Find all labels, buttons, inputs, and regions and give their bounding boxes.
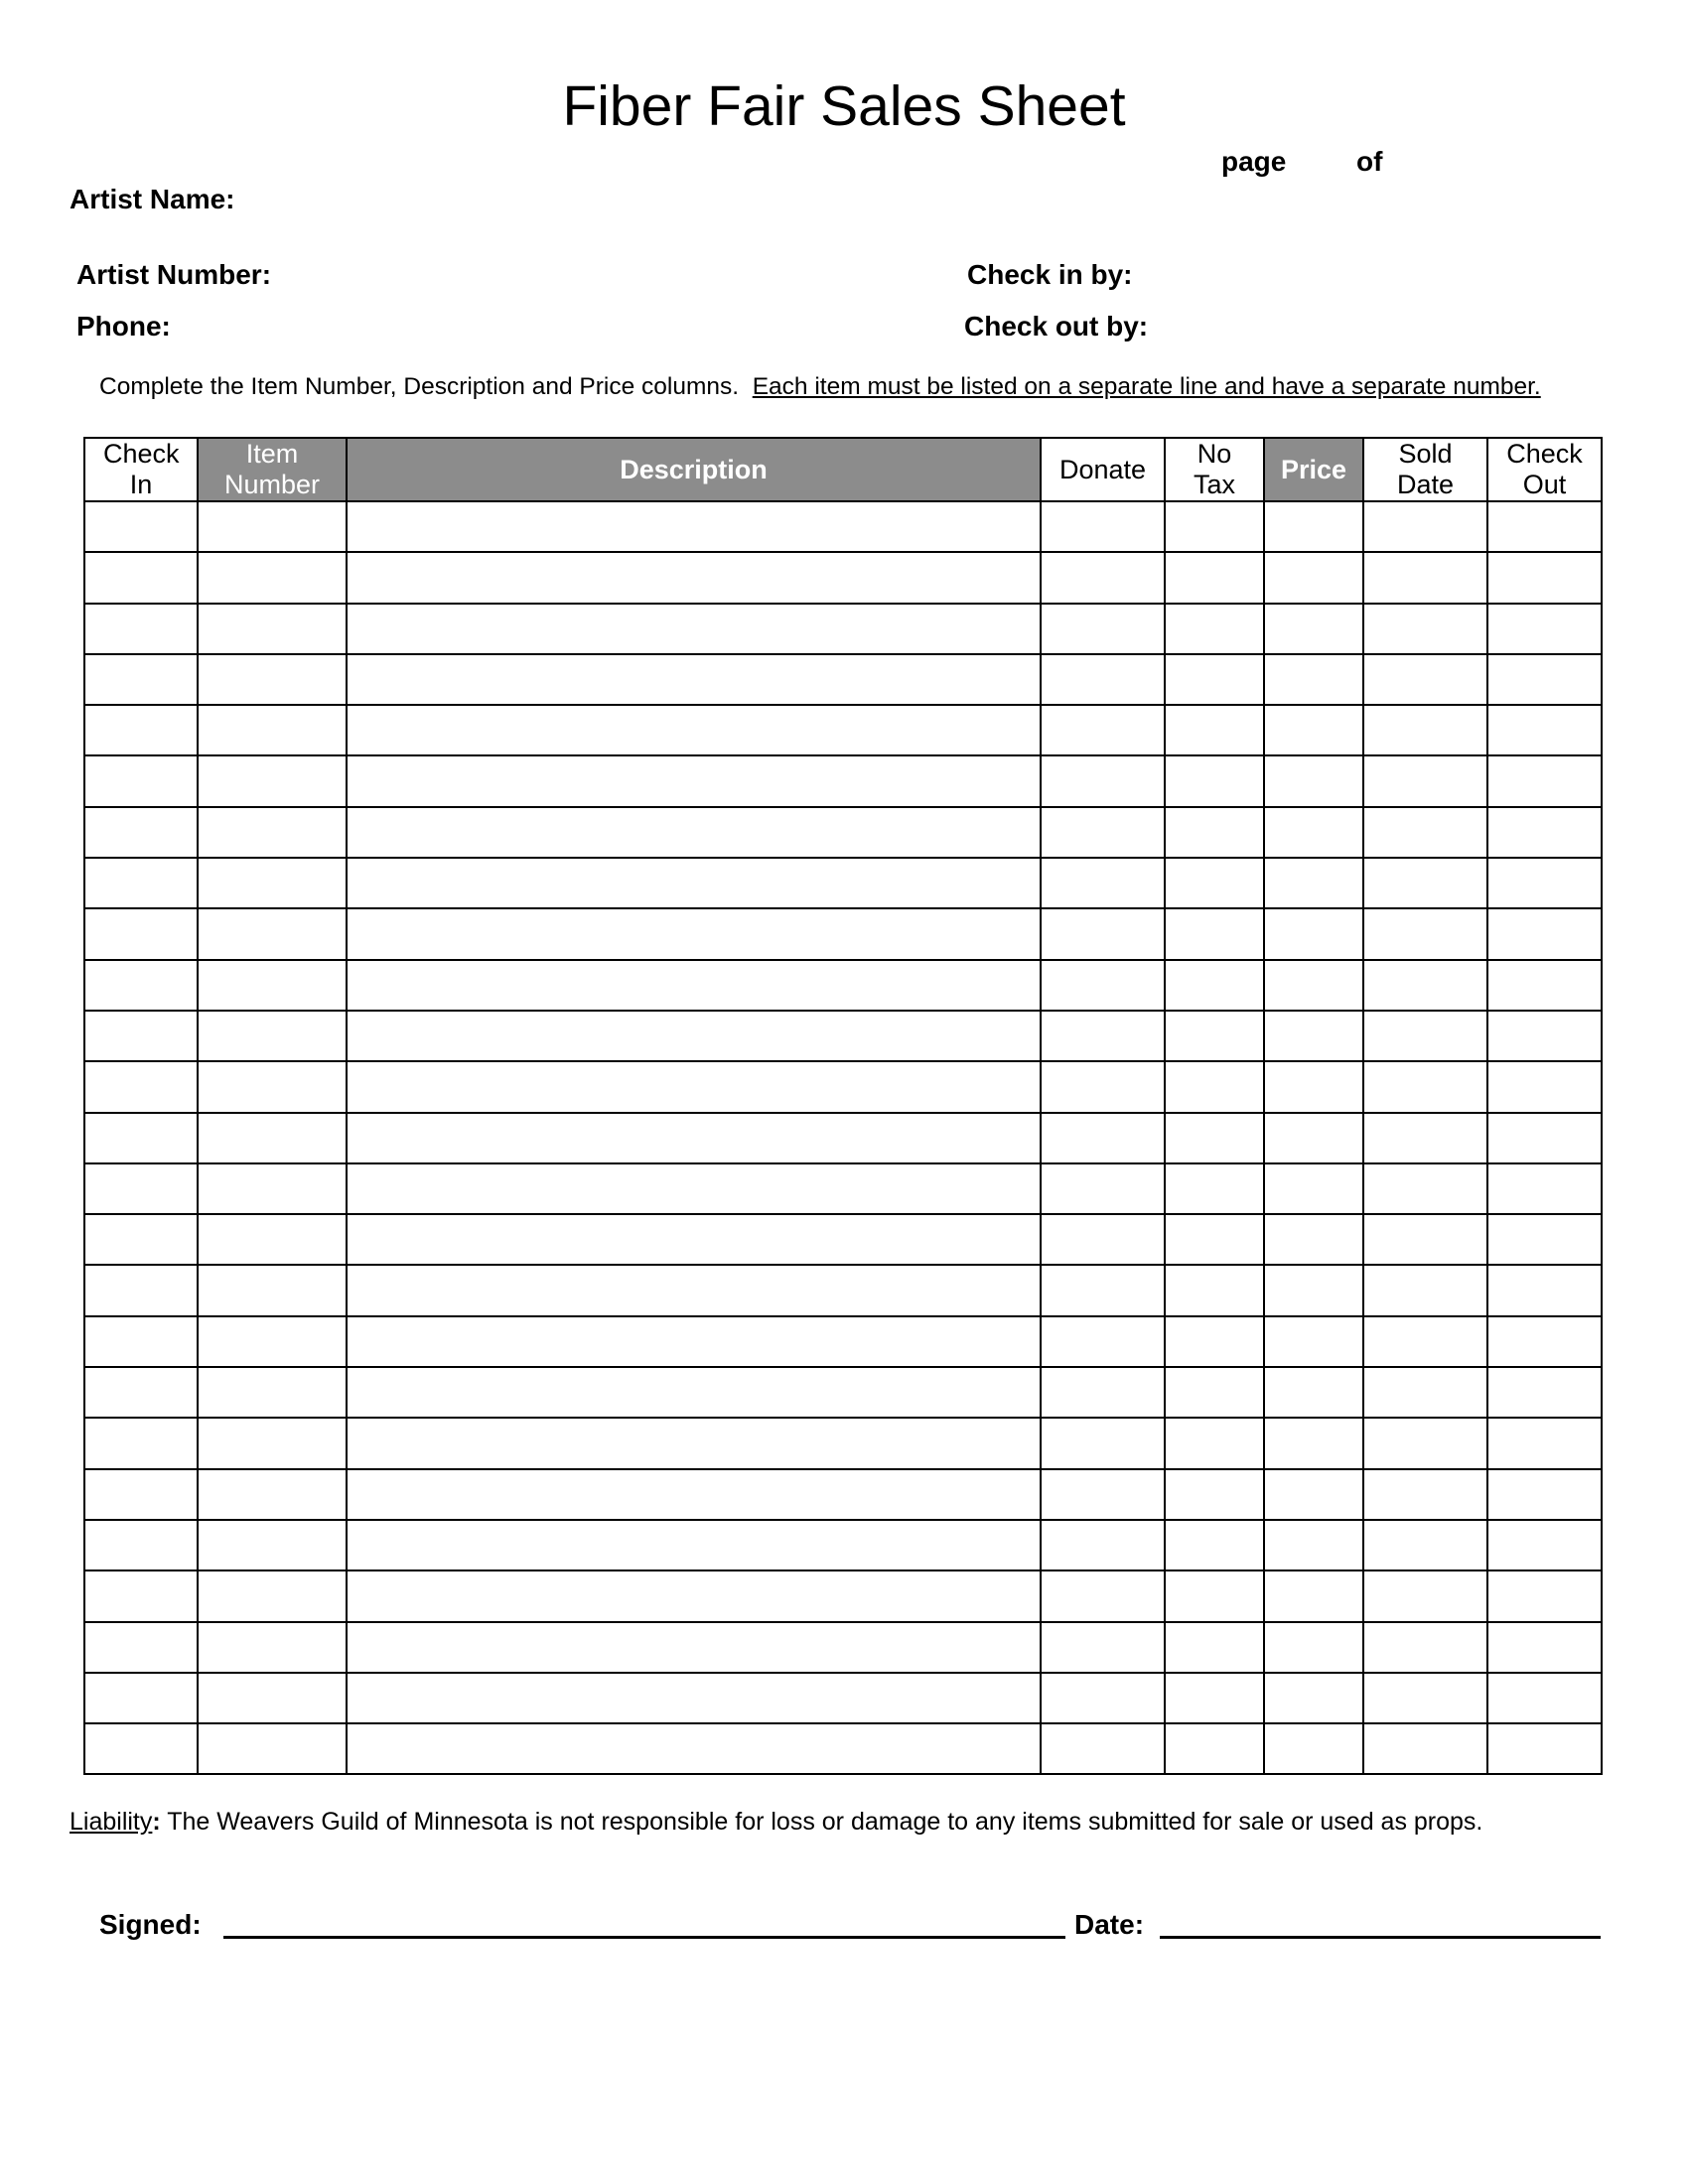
table-row bbox=[84, 654, 1602, 705]
table-cell[interactable] bbox=[1363, 552, 1487, 603]
table-row bbox=[84, 1622, 1602, 1673]
table-cell[interactable] bbox=[1363, 1113, 1487, 1163]
table-cell[interactable] bbox=[198, 1214, 347, 1265]
table-row bbox=[84, 501, 1602, 552]
table-cell[interactable] bbox=[198, 908, 347, 959]
of-label: of bbox=[1356, 146, 1383, 177]
table-cell[interactable] bbox=[347, 1520, 1041, 1570]
table-cell[interactable] bbox=[84, 1113, 198, 1163]
table-cell[interactable] bbox=[1487, 1673, 1602, 1723]
table-cell[interactable] bbox=[1264, 807, 1363, 858]
table-cell[interactable] bbox=[1041, 1265, 1165, 1315]
table-cell[interactable] bbox=[347, 705, 1041, 755]
table-cell[interactable] bbox=[1165, 1570, 1264, 1621]
table-cell[interactable] bbox=[84, 604, 198, 654]
table-cell[interactable] bbox=[1363, 604, 1487, 654]
table-cell[interactable] bbox=[1041, 1163, 1165, 1214]
table-cell[interactable] bbox=[1041, 552, 1165, 603]
table-cell[interactable] bbox=[1041, 960, 1165, 1011]
liability-text: The Weavers Guild of Minnesota is not responsible for loss or damage to any items submitted for sale or used as props. bbox=[160, 1808, 1483, 1836]
table-cell[interactable] bbox=[198, 1520, 347, 1570]
table-cell[interactable] bbox=[1487, 1113, 1602, 1163]
table-cell[interactable] bbox=[198, 1622, 347, 1673]
liability-label: Liability bbox=[70, 1808, 153, 1836]
table-cell[interactable] bbox=[1041, 1570, 1165, 1621]
table-cell[interactable] bbox=[1264, 604, 1363, 654]
table-cell[interactable] bbox=[1363, 755, 1487, 806]
liability-colon: : bbox=[152, 1808, 161, 1836]
table-cell[interactable] bbox=[84, 1673, 198, 1723]
table-cell[interactable] bbox=[1264, 552, 1363, 603]
check-in-by-label: Check in by: bbox=[967, 259, 1133, 290]
table-cell[interactable] bbox=[1487, 1163, 1602, 1214]
table-cell[interactable] bbox=[1165, 1418, 1264, 1468]
table-row bbox=[84, 908, 1602, 959]
table-cell[interactable] bbox=[198, 1723, 347, 1774]
table-cell[interactable] bbox=[1264, 501, 1363, 552]
artist-name-label: Artist Name: bbox=[70, 184, 235, 214]
table-cell[interactable] bbox=[1041, 1061, 1165, 1112]
table-cell[interactable] bbox=[347, 1418, 1041, 1468]
table-cell[interactable] bbox=[1041, 604, 1165, 654]
table-cell[interactable] bbox=[198, 755, 347, 806]
table-cell[interactable] bbox=[84, 705, 198, 755]
table-cell[interactable] bbox=[1041, 1520, 1165, 1570]
table-cell[interactable] bbox=[1363, 1316, 1487, 1367]
page-label: page bbox=[1221, 146, 1287, 177]
table-cell[interactable] bbox=[1165, 552, 1264, 603]
page-title: Fiber Fair Sales Sheet bbox=[562, 74, 1126, 138]
table-cell[interactable] bbox=[1363, 501, 1487, 552]
table-cell[interactable] bbox=[198, 960, 347, 1011]
table-cell[interactable] bbox=[198, 1265, 347, 1315]
table-cell[interactable] bbox=[347, 1316, 1041, 1367]
table-cell[interactable] bbox=[84, 1367, 198, 1418]
table-cell[interactable] bbox=[347, 1163, 1041, 1214]
table-cell[interactable] bbox=[198, 1418, 347, 1468]
table-cell[interactable] bbox=[347, 1723, 1041, 1774]
table-cell[interactable] bbox=[1041, 1673, 1165, 1723]
table-cell[interactable] bbox=[1363, 1418, 1487, 1468]
instructions-plain: Complete the Item Number, Description and Price columns. bbox=[99, 373, 740, 400]
table-cell[interactable] bbox=[1363, 1723, 1487, 1774]
table-row bbox=[84, 1673, 1602, 1723]
table-cell[interactable] bbox=[84, 552, 198, 603]
table-cell[interactable] bbox=[1363, 1622, 1487, 1673]
table-cell[interactable] bbox=[1165, 654, 1264, 705]
table-cell[interactable] bbox=[198, 1011, 347, 1061]
table-cell[interactable] bbox=[347, 552, 1041, 603]
table-cell[interactable] bbox=[1041, 908, 1165, 959]
date-label: Date: bbox=[1074, 1909, 1145, 1940]
table-cell[interactable] bbox=[1487, 858, 1602, 908]
table-cell[interactable] bbox=[84, 1011, 198, 1061]
table-cell[interactable] bbox=[84, 1214, 198, 1265]
table-cell[interactable] bbox=[347, 1570, 1041, 1621]
table-cell[interactable] bbox=[1487, 1061, 1602, 1112]
table-row bbox=[84, 705, 1602, 755]
table-cell[interactable] bbox=[198, 1570, 347, 1621]
table-cell[interactable] bbox=[347, 858, 1041, 908]
col-header-sold-date: Sold Date bbox=[1363, 438, 1487, 501]
table-cell[interactable] bbox=[84, 1418, 198, 1468]
table-cell[interactable] bbox=[1264, 1570, 1363, 1621]
table-row bbox=[84, 1570, 1602, 1621]
table-row bbox=[84, 1469, 1602, 1520]
table-row bbox=[84, 1061, 1602, 1112]
table-row bbox=[84, 604, 1602, 654]
table-row bbox=[84, 807, 1602, 858]
table-cell[interactable] bbox=[1264, 1011, 1363, 1061]
table-cell[interactable] bbox=[1165, 501, 1264, 552]
table-cell[interactable] bbox=[1363, 1011, 1487, 1061]
table-cell[interactable] bbox=[84, 908, 198, 959]
table-cell[interactable] bbox=[1487, 1011, 1602, 1061]
table-cell[interactable] bbox=[1264, 1622, 1363, 1673]
table-cell[interactable] bbox=[1363, 1520, 1487, 1570]
table-cell[interactable] bbox=[84, 1570, 198, 1621]
table-cell[interactable] bbox=[1363, 1673, 1487, 1723]
table-cell[interactable] bbox=[1264, 1469, 1363, 1520]
table-cell[interactable] bbox=[1041, 755, 1165, 806]
table-cell[interactable] bbox=[1363, 807, 1487, 858]
table-cell[interactable] bbox=[1487, 654, 1602, 705]
liability-notice bbox=[70, 1807, 1482, 1837]
table-row bbox=[84, 1214, 1602, 1265]
table-cell[interactable] bbox=[1165, 1011, 1264, 1061]
table-cell[interactable] bbox=[1264, 1214, 1363, 1265]
table-cell[interactable] bbox=[198, 807, 347, 858]
table-cell[interactable] bbox=[1165, 1061, 1264, 1112]
table-cell[interactable] bbox=[1363, 858, 1487, 908]
table-cell[interactable] bbox=[1487, 908, 1602, 959]
table-cell[interactable] bbox=[1487, 552, 1602, 603]
table-cell[interactable] bbox=[1487, 1520, 1602, 1570]
table-cell[interactable] bbox=[1264, 908, 1363, 959]
table-cell[interactable] bbox=[347, 1367, 1041, 1418]
table-cell[interactable] bbox=[1264, 1723, 1363, 1774]
table-cell[interactable] bbox=[1487, 807, 1602, 858]
table-cell[interactable] bbox=[1165, 1673, 1264, 1723]
table-row bbox=[84, 1367, 1602, 1418]
col-header-donate: Donate bbox=[1041, 438, 1165, 501]
table-cell[interactable] bbox=[1363, 1061, 1487, 1112]
table-header-row bbox=[84, 438, 1602, 501]
table-cell[interactable] bbox=[347, 1061, 1041, 1112]
table-cell[interactable] bbox=[1041, 1622, 1165, 1673]
table-cell[interactable] bbox=[1363, 1570, 1487, 1621]
table-cell[interactable] bbox=[1487, 1469, 1602, 1520]
table-cell[interactable] bbox=[1041, 1469, 1165, 1520]
table-cell[interactable] bbox=[1041, 858, 1165, 908]
col-header-price: Price bbox=[1264, 438, 1363, 501]
sales-table bbox=[83, 437, 1603, 1775]
table-row bbox=[84, 1163, 1602, 1214]
table-cell[interactable] bbox=[84, 960, 198, 1011]
table-cell[interactable] bbox=[1487, 501, 1602, 552]
table-cell[interactable] bbox=[1264, 1163, 1363, 1214]
table-row bbox=[84, 1113, 1602, 1163]
table-cell[interactable] bbox=[198, 654, 347, 705]
table-cell[interactable] bbox=[1487, 1570, 1602, 1621]
table-cell[interactable] bbox=[1041, 807, 1165, 858]
table-cell[interactable] bbox=[1264, 654, 1363, 705]
table-cell[interactable] bbox=[1165, 1723, 1264, 1774]
signed-label: Signed: bbox=[99, 1909, 202, 1940]
table-cell[interactable] bbox=[1487, 1622, 1602, 1673]
table-cell[interactable] bbox=[198, 1113, 347, 1163]
table-cell[interactable] bbox=[1264, 1316, 1363, 1367]
col-header-no-tax: No Tax bbox=[1165, 438, 1264, 501]
table-cell[interactable] bbox=[1165, 705, 1264, 755]
table-cell[interactable] bbox=[1041, 1011, 1165, 1061]
table-cell[interactable] bbox=[1363, 1265, 1487, 1315]
table-cell[interactable] bbox=[198, 858, 347, 908]
table-cell[interactable] bbox=[1165, 1316, 1264, 1367]
table-cell[interactable] bbox=[347, 755, 1041, 806]
col-header-description: Description bbox=[347, 438, 1041, 501]
table-cell[interactable] bbox=[347, 1622, 1041, 1673]
table-row bbox=[84, 858, 1602, 908]
table-cell[interactable] bbox=[198, 1163, 347, 1214]
table-cell[interactable] bbox=[84, 1469, 198, 1520]
table-cell[interactable] bbox=[1165, 807, 1264, 858]
table-cell[interactable] bbox=[1363, 654, 1487, 705]
table-cell[interactable] bbox=[1363, 705, 1487, 755]
table-cell[interactable] bbox=[1165, 1113, 1264, 1163]
table-cell[interactable] bbox=[1487, 1418, 1602, 1468]
table-cell[interactable] bbox=[1041, 1418, 1165, 1468]
table-cell[interactable] bbox=[347, 960, 1041, 1011]
table-cell[interactable] bbox=[198, 1316, 347, 1367]
table-body bbox=[84, 501, 1602, 1774]
table-cell[interactable] bbox=[347, 1265, 1041, 1315]
table-cell[interactable] bbox=[84, 501, 198, 552]
table-row bbox=[84, 1520, 1602, 1570]
table-cell[interactable] bbox=[84, 1316, 198, 1367]
table-cell[interactable] bbox=[1487, 705, 1602, 755]
table-cell[interactable] bbox=[1165, 1214, 1264, 1265]
table-cell[interactable] bbox=[347, 1011, 1041, 1061]
table-row bbox=[84, 1418, 1602, 1468]
table-cell[interactable] bbox=[1264, 1265, 1363, 1315]
table-cell[interactable] bbox=[198, 604, 347, 654]
table-cell[interactable] bbox=[1487, 755, 1602, 806]
table-cell[interactable] bbox=[1165, 755, 1264, 806]
phone-label: Phone: bbox=[76, 311, 171, 341]
table-cell[interactable] bbox=[1165, 1367, 1264, 1418]
table-cell[interactable] bbox=[1487, 960, 1602, 1011]
table-row bbox=[84, 1723, 1602, 1774]
col-header-check-out: Check Out bbox=[1487, 438, 1602, 501]
table-cell[interactable] bbox=[347, 807, 1041, 858]
table-cell[interactable] bbox=[84, 807, 198, 858]
table-cell[interactable] bbox=[347, 1469, 1041, 1520]
table-cell[interactable] bbox=[1165, 858, 1264, 908]
table-cell[interactable] bbox=[1487, 1214, 1602, 1265]
table-cell[interactable] bbox=[1264, 755, 1363, 806]
table-cell[interactable] bbox=[1264, 858, 1363, 908]
table-cell[interactable] bbox=[1165, 1163, 1264, 1214]
table-cell[interactable] bbox=[1264, 1418, 1363, 1468]
table-cell[interactable] bbox=[1487, 1265, 1602, 1315]
table-cell[interactable] bbox=[1363, 1163, 1487, 1214]
table-cell[interactable] bbox=[1264, 1520, 1363, 1570]
table-cell[interactable] bbox=[1165, 908, 1264, 959]
table-cell[interactable] bbox=[347, 604, 1041, 654]
table-cell[interactable] bbox=[198, 1061, 347, 1112]
date-line[interactable] bbox=[1160, 1936, 1601, 1939]
signature-line[interactable] bbox=[223, 1936, 1065, 1939]
table-cell[interactable] bbox=[1041, 1316, 1165, 1367]
table-cell[interactable] bbox=[1165, 1265, 1264, 1315]
col-header-check-in: Check In bbox=[84, 438, 198, 501]
table-cell[interactable] bbox=[1363, 960, 1487, 1011]
col-header-item-number: Item Number bbox=[198, 438, 347, 501]
table-cell[interactable] bbox=[1041, 1214, 1165, 1265]
table-cell[interactable] bbox=[198, 1469, 347, 1520]
table-cell[interactable] bbox=[1165, 604, 1264, 654]
table-cell[interactable] bbox=[1165, 1622, 1264, 1673]
table-cell[interactable] bbox=[84, 1061, 198, 1112]
table-cell[interactable] bbox=[1041, 1367, 1165, 1418]
table-cell[interactable] bbox=[84, 755, 198, 806]
table-cell[interactable] bbox=[84, 1265, 198, 1315]
table-cell[interactable] bbox=[84, 1163, 198, 1214]
artist-number-label: Artist Number: bbox=[76, 259, 272, 290]
instructions bbox=[99, 372, 1541, 402]
table-cell[interactable] bbox=[1165, 960, 1264, 1011]
table-cell[interactable] bbox=[347, 1214, 1041, 1265]
table-cell[interactable] bbox=[347, 501, 1041, 552]
table-cell[interactable] bbox=[1264, 1673, 1363, 1723]
table-cell[interactable] bbox=[198, 501, 347, 552]
table-cell[interactable] bbox=[198, 1673, 347, 1723]
table-cell[interactable] bbox=[198, 552, 347, 603]
table-cell[interactable] bbox=[1363, 1469, 1487, 1520]
table-cell[interactable] bbox=[1363, 1367, 1487, 1418]
table-cell[interactable] bbox=[84, 1622, 198, 1673]
table-cell[interactable] bbox=[1165, 1469, 1264, 1520]
table-cell[interactable] bbox=[347, 654, 1041, 705]
table-cell[interactable] bbox=[84, 654, 198, 705]
table-row bbox=[84, 1265, 1602, 1315]
table-cell[interactable] bbox=[84, 858, 198, 908]
table-cell[interactable] bbox=[1041, 654, 1165, 705]
table-cell[interactable] bbox=[347, 908, 1041, 959]
table-cell[interactable] bbox=[347, 1673, 1041, 1723]
table-cell[interactable] bbox=[1264, 705, 1363, 755]
table-cell[interactable] bbox=[1041, 501, 1165, 552]
check-out-by-label: Check out by: bbox=[964, 311, 1149, 341]
table-cell[interactable] bbox=[1264, 1061, 1363, 1112]
table-cell[interactable] bbox=[1264, 1113, 1363, 1163]
table-cell[interactable] bbox=[1041, 705, 1165, 755]
table-cell[interactable] bbox=[1487, 1316, 1602, 1367]
table-cell[interactable] bbox=[1264, 960, 1363, 1011]
table-row bbox=[84, 552, 1602, 603]
table-cell[interactable] bbox=[1264, 1367, 1363, 1418]
table-cell[interactable] bbox=[1363, 1214, 1487, 1265]
table-row bbox=[84, 1316, 1602, 1367]
table-cell[interactable] bbox=[1363, 908, 1487, 959]
table-row bbox=[84, 960, 1602, 1011]
table-cell[interactable] bbox=[198, 1367, 347, 1418]
table-cell[interactable] bbox=[347, 1113, 1041, 1163]
table-cell[interactable] bbox=[84, 1520, 198, 1570]
table-cell[interactable] bbox=[1487, 604, 1602, 654]
table-cell[interactable] bbox=[1487, 1723, 1602, 1774]
instructions-underlined: Each item must be listed on a separate line and have a separate number. bbox=[752, 373, 1541, 400]
table-cell[interactable] bbox=[198, 705, 347, 755]
table-cell[interactable] bbox=[1041, 1723, 1165, 1774]
table-cell[interactable] bbox=[1041, 1113, 1165, 1163]
table-row bbox=[84, 1011, 1602, 1061]
table-cell[interactable] bbox=[84, 1723, 198, 1774]
table-cell[interactable] bbox=[1165, 1520, 1264, 1570]
table-row bbox=[84, 755, 1602, 806]
table-cell[interactable] bbox=[1487, 1367, 1602, 1418]
